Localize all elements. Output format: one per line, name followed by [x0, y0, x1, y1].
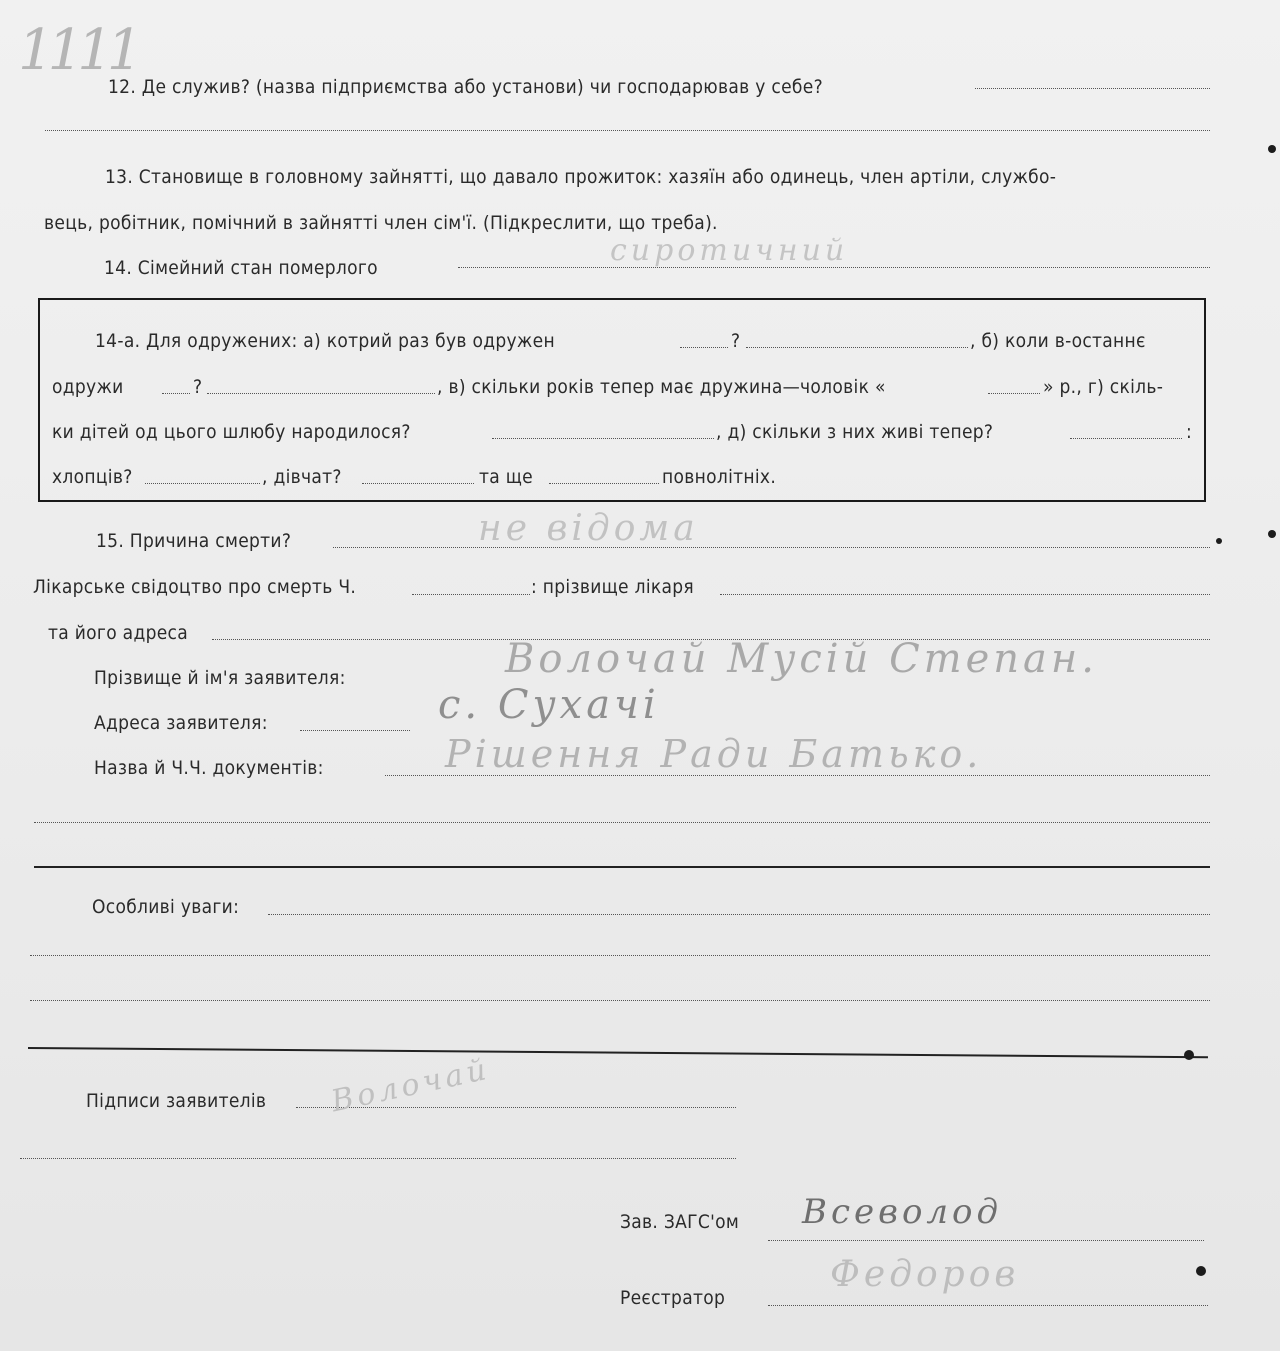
- q14a-line3-a: ки дітей од цього шлюбу народилося?: [52, 421, 411, 443]
- documents-label: Назва й Ч.Ч. документів:: [94, 757, 324, 779]
- q14a-line1-q: ?: [731, 330, 741, 352]
- q13-label-line1: 13. Становище в головному зайнятті, що давало прожиток: хазяїн або одинець, член артіли, службо-: [105, 166, 1057, 188]
- doctor-address-label: та його адреса: [48, 622, 189, 644]
- applicant-address-handwritten: с. Сухачі: [438, 682, 660, 728]
- q14a-line3-c: :: [1186, 421, 1193, 443]
- q14a-last-married-field-2[interactable]: [207, 393, 435, 394]
- q12-answer-line-2[interactable]: [45, 130, 1210, 131]
- q14a-minors-field[interactable]: [549, 483, 659, 484]
- documents-field-2[interactable]: [34, 822, 1210, 823]
- head-zags-signature-field[interactable]: [768, 1240, 1204, 1241]
- registrar-signature-handwritten: Федоров: [830, 1254, 1020, 1295]
- doctor-surname-field[interactable]: [720, 594, 1210, 595]
- applicant-signature-field-2[interactable]: [20, 1158, 736, 1159]
- q14a-married-box: [38, 298, 1206, 502]
- q14a-times-married-field[interactable]: [680, 347, 728, 348]
- q14a-times-married-field-2[interactable]: [746, 347, 968, 348]
- q12-answer-line[interactable]: [975, 88, 1210, 89]
- section-divider-1: [34, 866, 1210, 868]
- pin-hole: [1184, 1050, 1194, 1060]
- medical-certificate-label: Лікарське свідоцтво про смерть Ч.: [33, 576, 357, 598]
- applicant-name-label: Прізвище й ім'я заявителя:: [94, 667, 346, 689]
- notes-label: Особливі уваги:: [92, 896, 240, 918]
- q15-handwritten-answer: не відома: [478, 508, 699, 549]
- q14a-spouse-age-field[interactable]: [988, 393, 1040, 394]
- q14a-boys-field[interactable]: [145, 483, 260, 484]
- q14a-children-alive-field[interactable]: [1070, 438, 1182, 439]
- head-zags-label: Зав. ЗАГС'ом: [620, 1211, 740, 1233]
- q14a-line4-a: хлопців?: [52, 466, 133, 488]
- applicant-address-field[interactable]: [300, 730, 410, 731]
- q14a-line2-a: одружи: [52, 376, 124, 398]
- q14a-line4-b: , дівчат?: [262, 466, 342, 488]
- q14a-last-married-field[interactable]: [162, 393, 190, 394]
- head-zags-signature-handwritten: Всеволод: [802, 1192, 1003, 1232]
- q14a-children-born-field[interactable]: [492, 438, 714, 439]
- pin-hole: [1268, 145, 1276, 153]
- applicant-signature-label: Підписи заявителів: [86, 1090, 267, 1112]
- q15-answer-line[interactable]: [333, 547, 1210, 548]
- notes-field-3[interactable]: [30, 1000, 1210, 1001]
- q14-label: 14. Сімейний стан померлого: [104, 257, 378, 279]
- section-divider-2: [28, 1047, 1208, 1058]
- applicant-address-label: Адреса заявителя:: [94, 712, 268, 734]
- pin-hole: [1216, 538, 1222, 544]
- q14a-line1-b: , б) коли в-останнє: [970, 330, 1146, 352]
- notes-field-1[interactable]: [268, 914, 1210, 915]
- q13-label-line2: вець, робітник, помічний в зайнятті член сім'ї. (Підкреслити, що треба).: [44, 212, 718, 234]
- q14-handwritten-answer: сиротичний: [610, 233, 849, 268]
- documents-handwritten: Рішення Ради Батько.: [445, 732, 983, 776]
- notes-field-2[interactable]: [30, 955, 1210, 956]
- registrar-label: Реєстратор: [620, 1287, 726, 1309]
- q12-label: 12. Де служив? (назва підприємства або установи) чи господарював у себе?: [108, 76, 823, 98]
- q14a-line1-a: 14-а. Для одружених: а) котрий раз був одружен: [95, 330, 555, 352]
- medical-certificate-number-field[interactable]: [412, 594, 530, 595]
- q14a-line3-b: , д) скільки з них живі тепер?: [716, 421, 994, 443]
- registrar-signature-field[interactable]: [768, 1305, 1208, 1306]
- q14a-line2-c: » р., г) скіль-: [1043, 376, 1164, 398]
- applicant-signature-handwritten: Волочай: [328, 1051, 494, 1120]
- q14a-line2-q: ?: [193, 376, 203, 398]
- q14a-line4-d: повнолітніх.: [662, 466, 777, 488]
- q15-label: 15. Причина смерти?: [96, 530, 292, 552]
- doctor-surname-label: : прізвище лікаря: [531, 576, 695, 598]
- q14a-girls-field[interactable]: [362, 483, 474, 484]
- q14a-line2-b: , в) скільки років тепер має дружина—чоловік «: [437, 376, 886, 398]
- corner-pencil-mark: 1111: [18, 18, 137, 83]
- pin-hole: [1196, 1266, 1206, 1276]
- applicant-name-handwritten: Волочай Мусій Степан.: [505, 636, 1098, 682]
- q14a-line4-c: та ще: [479, 466, 533, 488]
- pin-hole: [1268, 530, 1276, 538]
